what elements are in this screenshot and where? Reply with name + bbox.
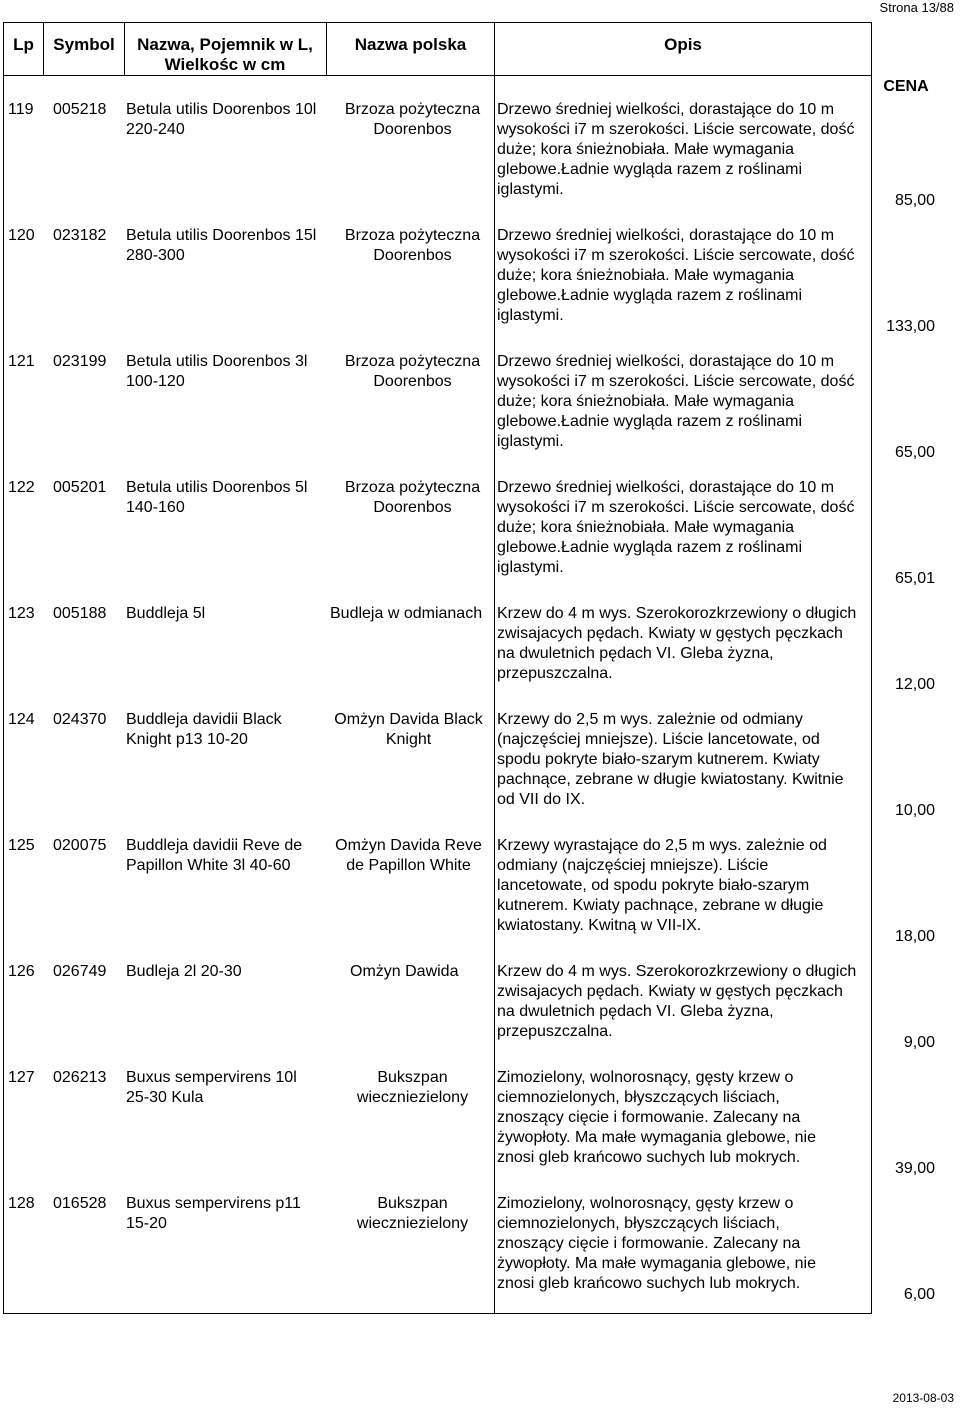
row-symbol: 024370 [53,711,107,728]
row-nazwa-polska: Omżyn Dawida [350,963,459,980]
row-nazwa: Betula utilis Doorenbos 3l 100-120 [126,353,308,390]
row-nazwa-polska: Brzoza pożyteczna Doorenbos [344,353,481,390]
row-opis: Drzewo średniej wielkości, dorastające do 10 m wysokości i7 m szerokości. Liście sercowate, dość duże; kora śnieżnobiała. Małe wymagania glebowe.Ładnie wygląda razem z roślinami iglastymi. [497,479,855,576]
row-symbol: 005201 [53,479,107,496]
row-nazwa: Budleja 2l 20-30 [126,963,242,980]
row-lp: 122 [8,479,35,496]
header-lp: Lp [13,35,34,54]
row-nazwa: Buddleja davidii Reve de Papillon White 3l 40-60 [126,837,303,874]
row-symbol: 023182 [53,227,107,244]
row-nazwa: Buddleja 5l [126,605,206,622]
row-lp: 128 [8,1195,35,1212]
row-nazwa-polska: Brzoza pożyteczna Doorenbos [344,227,481,264]
row-symbol: 016528 [53,1195,107,1212]
row-cena: 9,00 [903,1034,935,1051]
row-cena: 85,00 [894,192,935,209]
row-lp: 127 [8,1069,35,1086]
header-nazwa: Nazwa, Pojemnik w L, Wielkośc w cm [137,35,313,74]
page-number: Strona 13/88 [879,0,954,15]
row-symbol: 005188 [53,605,107,622]
row-opis: Krzewy wyrastające do 2,5 m wys. zależnie od odmiany (najczęściej mniejsze). Liście lancetowate, od spodu pokryte biało-szarym kutnerem. Kwiaty pachnące, zebrane w długie kwiatostany. Kwitną w VII-IX. [497,837,827,934]
row-nazwa-polska: Brzoza pożyteczna Doorenbos [344,479,481,516]
row-nazwa-polska: Budleja w odmianach [330,605,483,622]
row-cena: 65,00 [894,444,935,461]
header-divider [4,75,871,76]
row-opis: Drzewo średniej wielkości, dorastające do 10 m wysokości i7 m szerokości. Liście sercowate, dość duże; kora śnieżnobiała. Małe wymagania glebowe.Ładnie wygląda razem z roślinami iglastymi. [497,227,855,324]
row-opis: Zimozielony, wolnorosnący, gęsty krzew o ciemnozielonych, błyszczących liściach, znoszący cięcie i formowanie. Zalecany na żywopłoty. Ma małe wymagania glebowe, nie znosi gleb krańcowo suchych lub mokrych. [497,1195,816,1292]
row-nazwa: Betula utilis Doorenbos 15l 280-300 [126,227,317,264]
row-nazwa-polska: Bukszpan wieczniezielony [356,1069,469,1106]
row-opis: Zimozielony, wolnorosnący, gęsty krzew o ciemnozielonych, błyszczących liściach, znoszący cięcie i formowanie. Zalecany na żywopłoty. Ma małe wymagania glebowe, nie znosi gleb krańcowo suchych lub mokrych. [497,1069,816,1166]
header-cena: CENA [883,78,929,95]
row-symbol: 020075 [53,837,107,854]
row-cena: 12,00 [894,676,935,693]
row-symbol: 026213 [53,1069,107,1086]
row-nazwa: Betula utilis Doorenbos 10l 220-240 [126,101,317,138]
row-opis: Drzewo średniej wielkości, dorastające do 10 m wysokości i7 m szerokości. Liście sercowate, dość duże; kora śnieżnobiała. Małe wymagania glebowe.Ładnie wygląda razem z roślinami iglastymi. [497,353,855,450]
row-nazwa: Buxus sempervirens p11 15-20 [126,1195,301,1232]
row-cena: 18,00 [894,928,935,945]
row-lp: 125 [8,837,35,854]
row-nazwa: Buddleja davidii Black Knight p13 10-20 [126,711,282,748]
row-lp: 123 [8,605,35,622]
row-lp: 121 [8,353,35,370]
row-symbol: 005218 [53,101,107,118]
row-lp: 124 [8,711,35,728]
header-symbol: Symbol [53,35,115,54]
row-cena: 6,00 [903,1286,935,1303]
row-cena: 133,00 [886,318,935,335]
row-lp: 120 [8,227,35,244]
col-divider [494,23,495,1313]
row-nazwa: Buxus sempervirens 10l 25-30 Kula [126,1069,297,1106]
row-nazwa: Betula utilis Doorenbos 5l 140-160 [126,479,308,516]
row-cena: 39,00 [894,1160,935,1177]
row-symbol: 026749 [53,963,107,980]
header-opis: Opis [664,35,702,54]
header-polska: Nazwa polska [354,35,467,54]
col-divider [124,23,125,75]
row-nazwa-polska: Omżyn Davida Reve de Papillon White [335,837,482,874]
row-cena: 10,00 [894,802,935,819]
footer-date: 2013-08-03 [892,1391,954,1405]
row-nazwa-polska: Brzoza pożyteczna Doorenbos [344,101,481,138]
row-cena: 65,01 [894,570,935,587]
row-opis: Drzewo średniej wielkości, dorastające do 10 m wysokości i7 m szerokości. Liście sercowate, dość duże; kora śnieżnobiała. Małe wymagania glebowe.Ładnie wygląda razem z roślinami iglastymi. [497,101,855,198]
row-nazwa-polska: Bukszpan wieczniezielony [356,1195,469,1232]
row-symbol: 023199 [53,353,107,370]
row-opis: Krzewy do 2,5 m wys. zależnie od odmiany (najczęściej mniejsze). Liście lancetowate, od spodu pokryte biało-szarym kutnerem. Kwiaty pachnące, zebrane w długie kwiatostany. Kwitnie od VII do IX. [497,711,844,808]
row-opis: Krzew do 4 m wys. Szerokorozkrzewiony o długich zwisajacych pędach. Kwiaty w gęstych pęczkach na dwuletnich pędach VI. Gleba żyzna, przepuszczalna. [497,963,857,1040]
row-nazwa-polska: Omżyn Davida Black Knight [334,711,483,748]
row-lp: 126 [8,963,35,980]
row-lp: 119 [8,101,34,118]
row-opis: Krzew do 4 m wys. Szerokorozkrzewiony o długich zwisajacych pędach. Kwiaty w gęstych pęczkach na dwuletnich pędach VI. Gleba żyzna, przepuszczalna. [497,605,857,682]
